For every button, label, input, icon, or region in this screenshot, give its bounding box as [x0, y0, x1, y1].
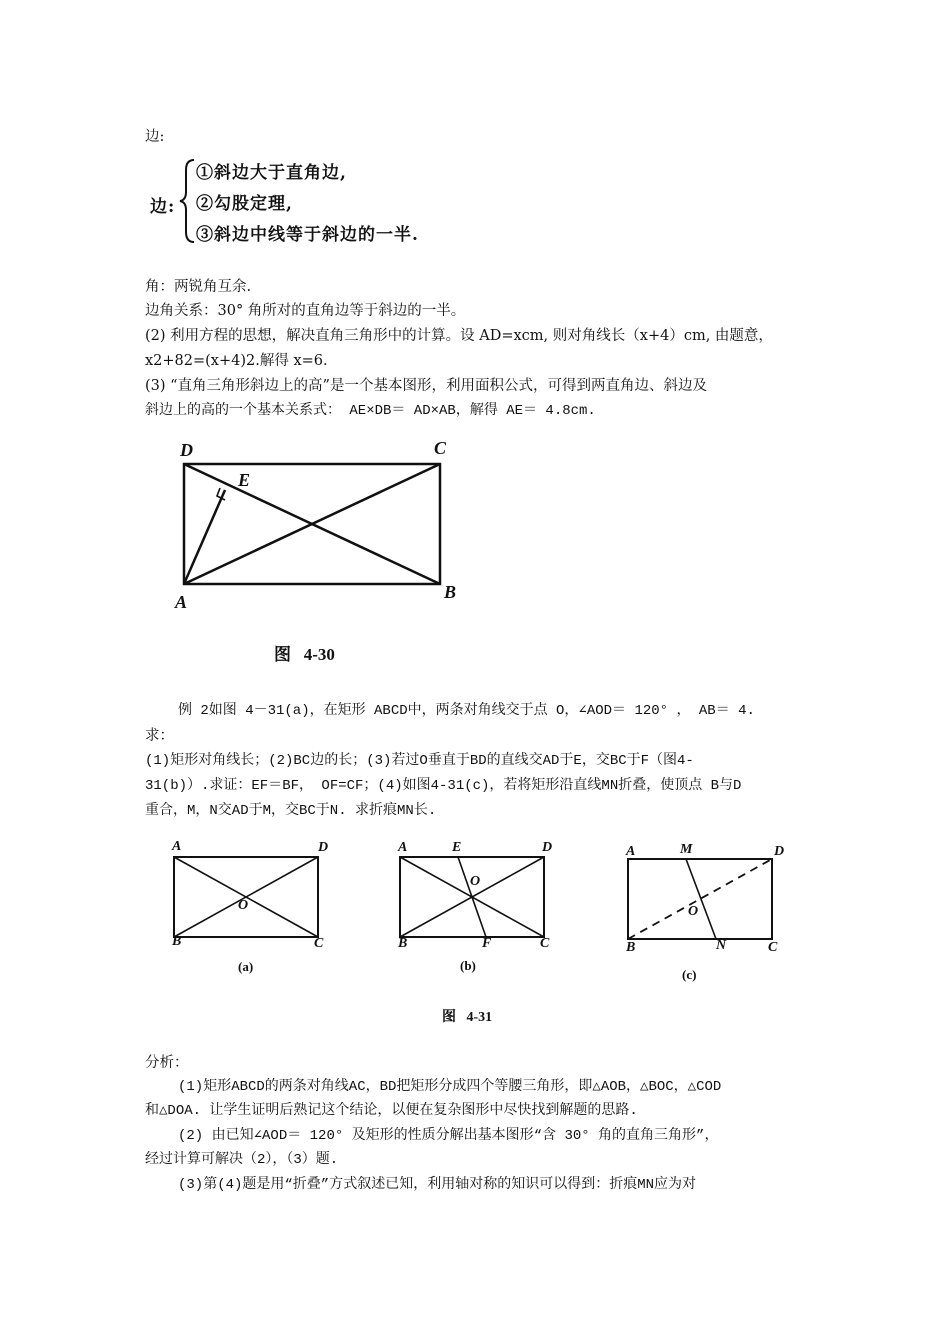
c-label-a: A	[626, 844, 636, 859]
segment-ae	[184, 490, 225, 584]
caption-4-30: 图 4-30	[274, 645, 335, 664]
b-label-f: F	[482, 936, 492, 951]
analysis-title: 分析：	[145, 1055, 189, 1071]
figure-4-30	[170, 430, 470, 670]
brace-label: 边:	[150, 197, 176, 217]
c-label-m: M	[680, 842, 693, 857]
label-c: C	[434, 438, 447, 458]
example-l3: (1)矩形对角线长；(2)BC边的长；(3)若过O垂直于BD的直线交AD于E，交BC于F（图4-	[145, 753, 694, 769]
line-jiao: 角：两锐角互余.	[145, 279, 252, 295]
c-label-c: C	[768, 940, 778, 955]
brace-item-1: ①斜边大于直角边,	[196, 163, 347, 183]
line-bianjiao: 边角关系：30° 角所对的直角边等于斜边的一半。	[145, 303, 466, 319]
a-label-o: O	[238, 898, 249, 913]
b-label-a: A	[398, 840, 408, 855]
brace-item-2: ②勾股定理,	[196, 194, 293, 214]
c-label-b: B	[626, 940, 636, 955]
line-p2b: x2+82=(x+4)2.解得 x=6.	[145, 353, 328, 369]
c-caption: (c)	[682, 967, 697, 982]
label-b: B	[444, 582, 457, 602]
b-label-e: E	[452, 840, 462, 855]
analysis-a1: (1)矩形ABCD的两条对角线AC，BD把矩形分成四个等腰三角形，即△AOB，△BOC，△COD	[178, 1079, 722, 1095]
figure-4-31	[160, 835, 820, 1035]
figure-4-31a	[171, 839, 328, 974]
analysis-a3: (2) 由已知∠AOD＝ 120° 及矩形的性质分解出基本图形“含 30° 角的直角三角形”，	[178, 1128, 719, 1144]
b-label-o: O	[470, 874, 481, 889]
a-caption: (a)	[238, 959, 254, 974]
line-p3a: (3) “直角三角形斜边上的高”是一个基本图形，利用面积公式，可得到两直角边、斜边及	[145, 378, 707, 394]
caption-4-31: 图 4-31	[442, 1010, 493, 1025]
c-label-o: O	[688, 904, 699, 919]
example-l4: 31(b)）.求证：EF＝BF， OF=CF；(4)如图4-31(c)，若将矩形沿直线MN折叠，使顶点 B与D	[145, 778, 742, 794]
example-l1: 例 2如图 4－31(a)，在矩形 ABCD中，两条对角线交于点 O，∠AOD＝ 120° ， AB＝ 4.	[178, 703, 755, 719]
brace-item-3: ③斜边中线等于斜边的一半.	[196, 225, 419, 245]
b-label-b: B	[398, 936, 408, 951]
a-label-a: A	[172, 839, 182, 854]
line-p2a: (2) 利用方程的思想，解决直角三角形中的计算。设 AD=xcm, 则对角线长（x+4）cm, 由题意，	[145, 328, 773, 344]
analysis-a5: (3)第(4)题是用“折叠”方式叙述已知，利用轴对称的知识可以得到：折痕MN应为对	[178, 1177, 697, 1193]
b-label-d: D	[542, 840, 553, 855]
label-d: D	[180, 440, 193, 460]
brace-icon	[178, 158, 198, 244]
c-label-n: N	[716, 938, 727, 953]
analysis-a2: 和△DOA. 让学生证明后熟记这个结论，以便在复杂图形中尽快找到解题的思路.	[145, 1103, 638, 1119]
line-p3b: 斜边上的高的一个基本关系式： AE×DB＝ AD×AB，解得 AE＝ 4.8cm.	[145, 403, 596, 419]
analysis-a4: 经过计算可解决（2），（3）题.	[145, 1152, 339, 1168]
figure-4-31b	[397, 840, 552, 973]
a-label-b: B	[172, 934, 182, 949]
figure-4-31c	[625, 842, 784, 982]
a-label-c: C	[314, 936, 324, 951]
label-e: E	[238, 470, 251, 490]
c-label-d: D	[774, 844, 785, 859]
example-l5: 重合，M，N交AD于M，交BC于N. 求折痕MN长.	[145, 803, 437, 819]
b-label-c: C	[540, 936, 550, 951]
example-l2: 求：	[145, 728, 174, 744]
label-a: A	[175, 592, 188, 612]
heading-bian: 边:	[145, 129, 165, 145]
b-caption: (b)	[460, 958, 476, 973]
a-label-d: D	[318, 840, 329, 855]
